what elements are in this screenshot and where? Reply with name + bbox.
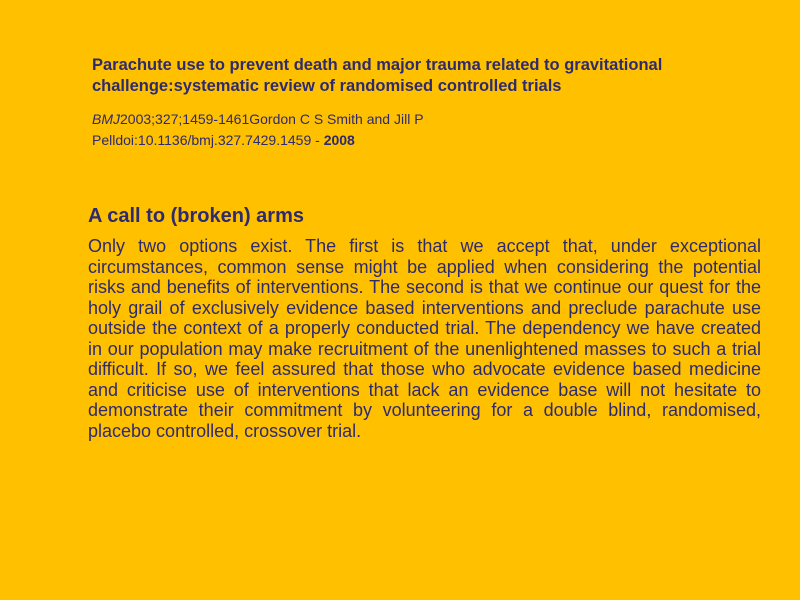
section-heading: A call to (broken) arms (88, 205, 304, 227)
citation-year: 2008 (323, 132, 355, 148)
journal-name: BMJ (92, 111, 120, 127)
article-citation (92, 109, 632, 151)
citation-details: 2003;327;1459-1461Gordon C S Smith and Jill P Pelldoi:10.1136/bmj.327.7429.1459 - (92, 111, 424, 148)
section-body: Only two options exist. The first is that we accept that, under exceptional circumstances, common sense might be applied when considering the potential risks and benefits of interventions. The second is that we continue our quest for the holy grail of exclusively evidence based interventions and preclude parachute use outside the context of a properly conducted trial. The dependency we have created in our population may make recruitment of the unenlightened masses to such a trial difficult. If so, we feel assured that those who advocate evidence based medicine and criticise use of interventions that lack an evidence base will not hesitate to demonstrate their commitment by volunteering for a double blind, randomised, placebo controlled, crossover trial. (88, 236, 761, 441)
article-title: Parachute use to prevent death and major trauma related to gravitational challenge:systematic review of randomised controlled trials (92, 56, 663, 95)
article-header (92, 55, 692, 151)
